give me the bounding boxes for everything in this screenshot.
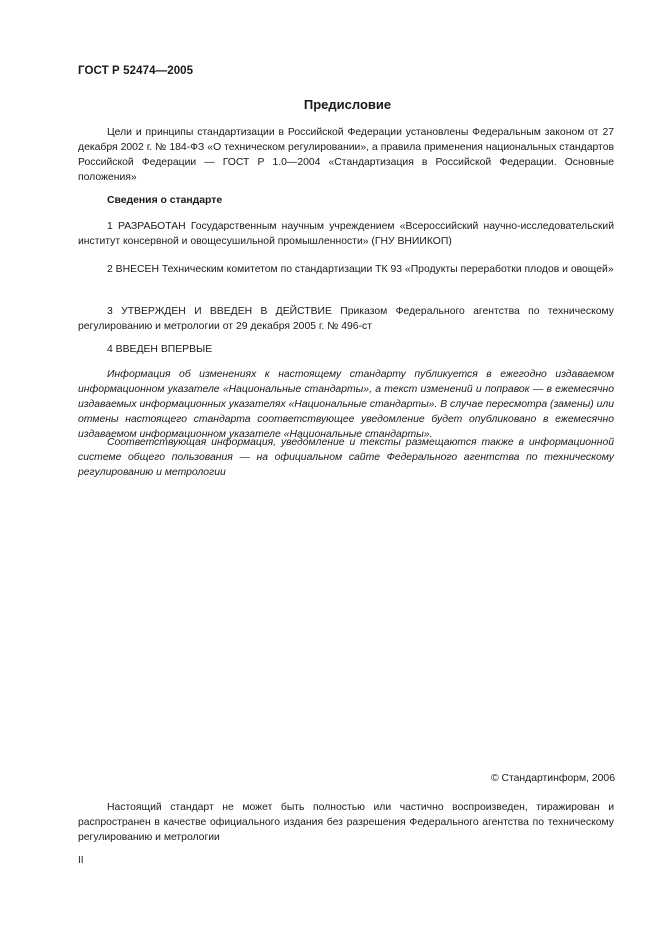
item-approved: 3 УТВЕРЖДЕН И ВВЕДЕН В ДЕЙСТВИЕ Приказом Федерального агентства по техническому регулированию и метрологии от 29 декабря 2005 г. № 496-ст bbox=[78, 306, 614, 332]
page-title: Предисловие bbox=[303, 97, 392, 112]
section-heading: Сведения о стандарте bbox=[107, 195, 223, 206]
intro-paragraph: Цели и принципы стандартизации в Российской Федерации установлены Федеральным законом от 27 декабря 2002 г. № 184-ФЗ «О техническом регулировании», а правила применения национальных стандартов Российской Федерации — ГОСТ Р 1.0—2004 «Стандартизация в Российской Федерации. Основные положения» bbox=[78, 127, 614, 183]
copyright-line: © Стандартинформ, 2006 bbox=[490, 773, 615, 784]
item-first-introduced: 4 ВВЕДЕН ВПЕРВЫЕ bbox=[107, 344, 213, 355]
document-code-header: ГОСТ Р 52474—2005 bbox=[78, 65, 194, 77]
notice-changes: Информация об изменениях к настоящему стандарту публикуется в ежегодно издаваемом информационном указателе «Национальные стандарты», а текст изменений и поправок — в ежемесячно издаваемых информационных указателях «Национальные стандарты». В случае пересмотра (замены) или отмены настоящего стандарта соответствующее уведомление будет опубликовано в ежемесячно издаваемом информационном указателе «Национальные стандарты». bbox=[78, 369, 614, 440]
notice-publication: Соответствующая информация, уведомление и тексты размещаются также в информационной системе общего пользования — на официальном сайте Федерального агентства по техническому регулированию и метрологии bbox=[78, 437, 614, 478]
item-developed: 1 РАЗРАБОТАН Государственным научным учреждением «Всероссийский научно-исследовательский институт консервной и овощесушильной промышленности» (ГНУ ВНИИКОП) bbox=[78, 221, 614, 247]
page-number: II bbox=[78, 855, 84, 866]
item-submitted: 2 ВНЕСЕН Техническим комитетом по стандартизации ТК 93 «Продукты переработки плодов и овощей» bbox=[107, 264, 614, 275]
footer-note: Настоящий стандарт не может быть полностью или частично воспроизведен, тиражирован и распространен в качестве официального издания без разрешения Федерального агентства по техническому регулированию и метрологии bbox=[78, 802, 614, 843]
